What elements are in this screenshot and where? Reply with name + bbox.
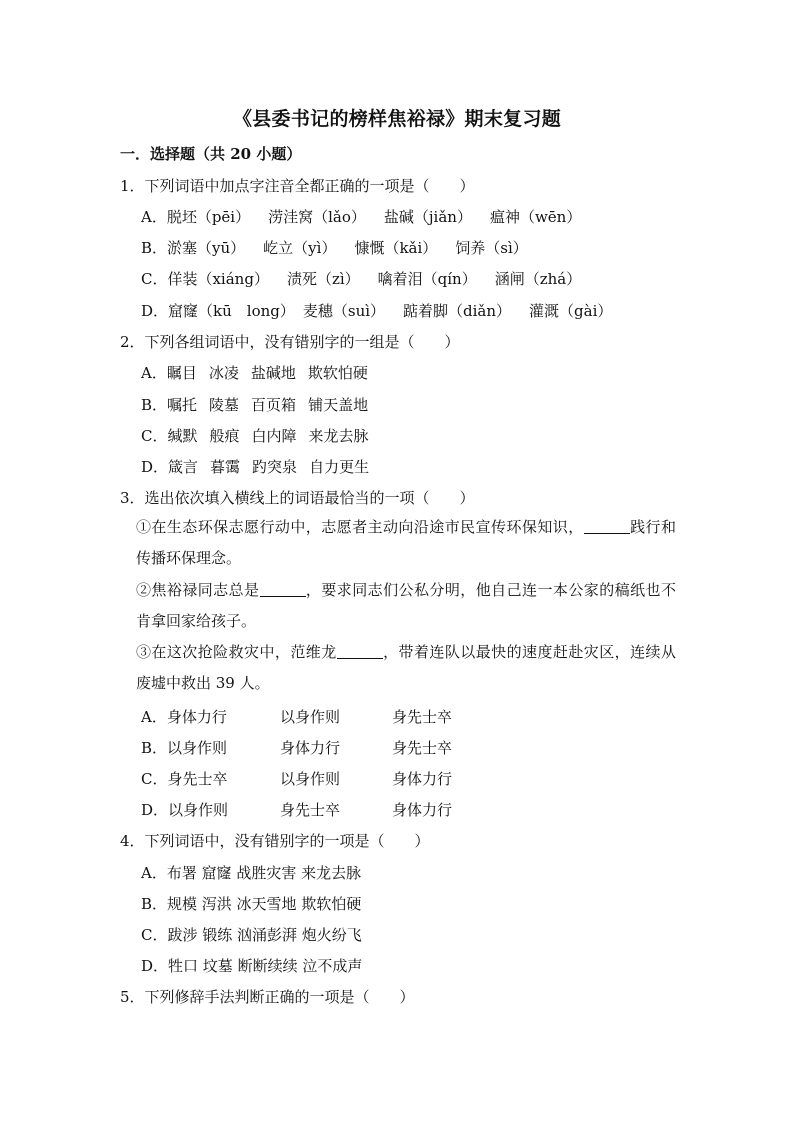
question-1-stem: 1．下列词语中加点字注音全都正确的一项是（ ） <box>120 177 475 195</box>
q3-c-word-3: 身体力行 <box>392 770 453 788</box>
question-1-option-a[interactable] <box>141 206 581 227</box>
q3-c-word-1: C．身先士卒 <box>141 770 228 788</box>
q1-c-word-4: 涵闸（zhá） <box>494 270 582 288</box>
question-2-option-b[interactable] <box>141 394 368 415</box>
q3-c-word-2: 以身作则 <box>280 770 341 788</box>
q3-sentence-1-part-2: 践行和传播环保理念。 <box>136 518 676 567</box>
q3-d-word-2: 身先士卒 <box>280 801 341 819</box>
q2-d-word-1: D．箴言 <box>141 458 199 476</box>
q3-sentence-1-part-1: ①在生态环保志愿行动中，志愿者主动向沿途市民宣传环保知识， <box>136 518 584 536</box>
page-title: 《县委书记的榜样焦裕禄》期末复习题 <box>232 108 562 130</box>
q2-c-word-4: 来龙去脉 <box>308 427 369 445</box>
q3-b-word-3: 身先士卒 <box>392 739 453 757</box>
q1-c-word-1: C．佯装（xiáng） <box>141 270 269 288</box>
q1-d-word-3: 踮着脚（diǎn） <box>403 302 512 320</box>
q3-sentence-3-part-1: ③在这次抢险救灾中，范维龙 <box>136 643 337 661</box>
question-4-stem: 4．下列词语中，没有错别字的一项是（ ） <box>120 832 430 850</box>
q1-b-word-1: B．淤塞（yū） <box>141 239 246 257</box>
q1-c-word-3: 噙着泪（qín） <box>377 270 477 288</box>
q2-c-word-2: 般痕 <box>209 427 240 445</box>
q3-d-word-1: D．以身作则 <box>141 801 229 819</box>
q1-a-word-2: 涝洼窝（lǎo） <box>268 208 366 226</box>
q2-a-word-1: A．瞩目 <box>141 364 197 382</box>
q2-b-word-1: B．嘱托 <box>141 396 198 414</box>
q2-d-word-2: 暮霭 <box>210 458 241 476</box>
q1-b-word-4: 饲养（sì） <box>455 239 528 257</box>
question-3-sentence-1 <box>136 512 676 574</box>
q1-d-word-2: 麦穗（suì） <box>302 302 386 320</box>
q1-d-word-4: 灌溉（gài） <box>529 302 613 320</box>
q3-blank-1 <box>584 519 630 534</box>
q3-sentence-3-part-2: ，带着连队以最快的速度赶赴灾区，连续从废墟中救出 39 人。 <box>136 643 676 692</box>
question-3-stem: 3．选出依次填入横线上的词语最恰当的一项（ ） <box>120 489 475 507</box>
q3-b-word-1: B．以身作则 <box>141 739 228 757</box>
question-3-option-a[interactable] <box>141 706 452 727</box>
question-4-option-d[interactable]: D．牲口 坟墓 断断续续 泣不成声 <box>141 957 363 975</box>
question-3-option-b[interactable] <box>141 737 452 758</box>
q2-b-word-3: 百页箱 <box>251 396 297 414</box>
q2-c-word-1: C．缄默 <box>141 427 198 445</box>
q1-a-word-1: A．脱坯（pēi） <box>141 208 251 226</box>
q3-a-word-2: 以身作则 <box>280 708 341 726</box>
question-1-option-c[interactable] <box>141 268 581 289</box>
q1-b-word-3: 慷慨（kǎi） <box>354 239 438 257</box>
question-2-option-d[interactable] <box>141 456 369 477</box>
question-3-option-c[interactable] <box>141 768 452 789</box>
q3-sentence-2-part-1: ②焦裕禄同志总是 <box>136 581 260 599</box>
question-4-option-a[interactable]: A．布署 窟窿 战胜灾害 来龙去脉 <box>141 864 362 882</box>
question-1-option-b[interactable] <box>141 237 528 258</box>
question-3-sentence-2 <box>136 575 676 637</box>
q3-a-word-3: 身先士卒 <box>392 708 453 726</box>
question-4-option-c[interactable]: C．跋涉 锻练 汹涌彭湃 炮火纷飞 <box>141 926 362 944</box>
q3-blank-3 <box>337 644 383 659</box>
q2-b-word-2: 陵墓 <box>209 396 240 414</box>
section-heading: 一．选择题（共 20 小题） <box>120 145 302 163</box>
q1-a-word-4: 瘟神（wēn） <box>489 208 582 226</box>
q2-c-word-3: 白内障 <box>251 427 297 445</box>
q3-b-word-2: 身体力行 <box>280 739 341 757</box>
q1-d-word-1: D．窟窿（kū long） <box>141 302 295 320</box>
question-2-option-c[interactable] <box>141 425 369 446</box>
question-3-option-d[interactable] <box>141 799 452 820</box>
q3-a-word-1: A．身体力行 <box>141 708 227 726</box>
q1-b-word-2: 屹立（yì） <box>263 239 337 257</box>
q3-sentence-2-part-2: ，要求同志们公私分明，他自己连一本公家的稿纸也不肯拿回家给孩子。 <box>136 581 676 630</box>
q2-d-word-3: 趵突泉 <box>252 458 298 476</box>
q2-d-word-4: 自力更生 <box>309 458 370 476</box>
question-5-stem: 5．下列修辞手法判断正确的一项是（ ） <box>120 988 415 1006</box>
q2-a-word-3: 盐碱地 <box>250 364 296 382</box>
question-2-stem: 2．下列各组词语中，没有错别字的一组是（ ） <box>120 333 460 351</box>
q1-c-word-2: 渍死（zì） <box>286 270 360 288</box>
question-2-option-a[interactable] <box>141 362 368 383</box>
q3-blank-2 <box>260 582 306 597</box>
q2-b-word-4: 铺天盖地 <box>308 396 369 414</box>
q3-d-word-3: 身体力行 <box>392 801 453 819</box>
question-4-option-b[interactable]: B．规模 泻洪 冰天雪地 欺软怕硬 <box>141 895 362 913</box>
q2-a-word-2: 冰凌 <box>208 364 239 382</box>
question-3-sentence-3 <box>136 637 676 699</box>
q2-a-word-4: 欺软怕硬 <box>307 364 368 382</box>
question-1-option-d[interactable] <box>141 300 612 321</box>
q1-a-word-3: 盐碱（jiǎn） <box>383 208 472 226</box>
